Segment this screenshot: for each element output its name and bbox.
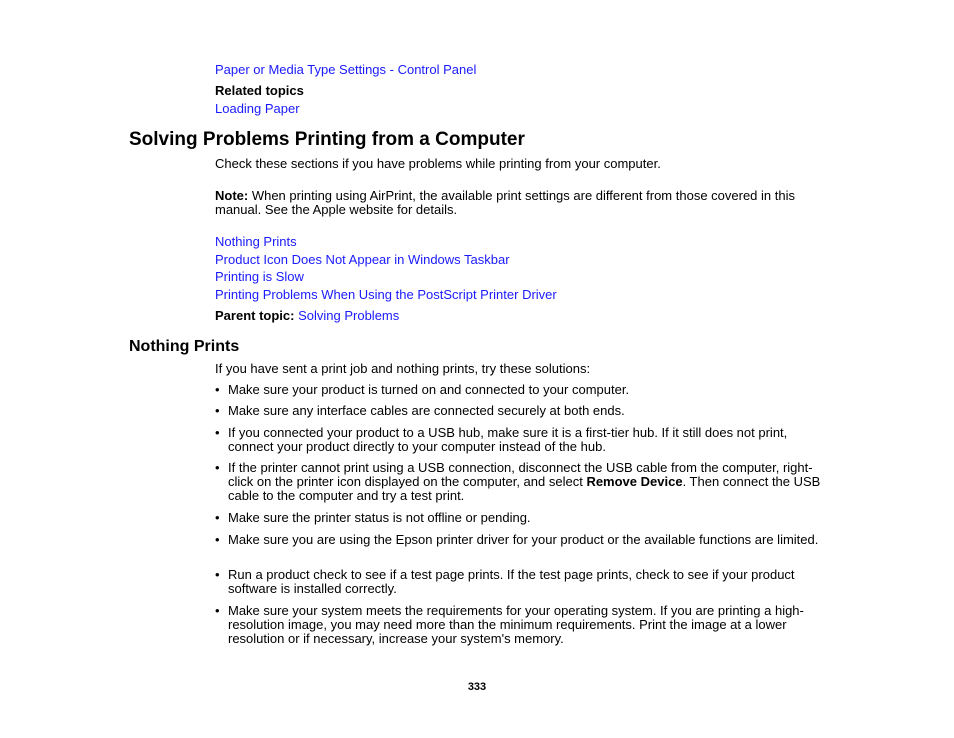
- bullet-text: Make sure any interface cables are connected securely at both ends.: [228, 403, 625, 418]
- bullet-text: [228, 461, 828, 503]
- section-title-solving-problems: Solving Problems Printing from a Computer: [129, 129, 525, 150]
- bullet-marker: •: [215, 403, 220, 418]
- bullet-marker: •: [215, 425, 220, 440]
- link-loading-paper[interactable]: Loading Paper: [215, 101, 300, 116]
- bullet-marker: •: [215, 567, 220, 582]
- section-title-nothing-prints: Nothing Prints: [129, 338, 240, 355]
- parent-topic: [215, 308, 399, 323]
- nothing-prints-intro: If you have sent a print job and nothing prints, try these solutions:: [215, 361, 591, 376]
- section-intro: Check these sections if you have problems while printing from your computer.: [215, 156, 661, 171]
- bullet-marker: •: [215, 382, 220, 397]
- bullet-text: Run a product check to see if a test page prints. If the test page prints, check to see if your product software is installed correctly.: [228, 567, 795, 596]
- related-topics-label: Related topics: [215, 83, 304, 98]
- bullet-text: Make sure your system meets the requirements for your operating system. If you are printing a high-resolution image, you may need more than the minimum requirements. Print the image at a lower resolution or if necessary, increase your system's memory.: [228, 603, 804, 646]
- note-paragraph: [215, 189, 825, 217]
- bullet-text-before: If the printer cannot print using a USB connection, disconnect the USB cable from the computer, right-click on the printer icon displayed on the computer, and select: [228, 460, 813, 489]
- bullet-text: Make sure the printer status is not offline or pending.: [228, 510, 531, 525]
- link-postscript-driver[interactable]: Printing Problems When Using the PostScript Printer Driver: [215, 287, 557, 302]
- link-printing-slow[interactable]: Printing is Slow: [215, 269, 304, 284]
- link-nothing-prints[interactable]: Nothing Prints: [215, 234, 297, 249]
- note-text: When printing using AirPrint, the available print settings are different from those covered in this manual. See the Apple website for details.: [215, 188, 795, 217]
- page-number: 333: [467, 681, 487, 693]
- bullet-text: Make sure your product is turned on and connected to your computer.: [228, 382, 630, 397]
- link-solving-problems[interactable]: Solving Problems: [298, 308, 400, 323]
- bullet-text: Make sure you are using the Epson printer driver for your product or the available functions are limited.: [228, 532, 819, 547]
- remove-device-label: Remove Device: [586, 474, 683, 489]
- bullet-marker: •: [215, 460, 220, 475]
- bullet-text-after: . Then connect the USB cable to the computer and try a test print.: [228, 474, 821, 503]
- bullet-marker: •: [215, 510, 220, 525]
- bullet-marker: •: [215, 532, 220, 547]
- link-paper-media-settings[interactable]: Paper or Media Type Settings - Control Panel: [215, 62, 477, 77]
- note-label: Note:: [215, 188, 249, 203]
- bullet-text: If you connected your product to a USB hub, make sure it is a first-tier hub. If it still does not print, connect your product directly to your computer instead of the hub.: [228, 425, 788, 454]
- bullet-marker: •: [215, 603, 220, 618]
- parent-topic-label: Parent topic:: [215, 308, 295, 323]
- link-product-icon[interactable]: Product Icon Does Not Appear in Windows Taskbar: [215, 252, 510, 267]
